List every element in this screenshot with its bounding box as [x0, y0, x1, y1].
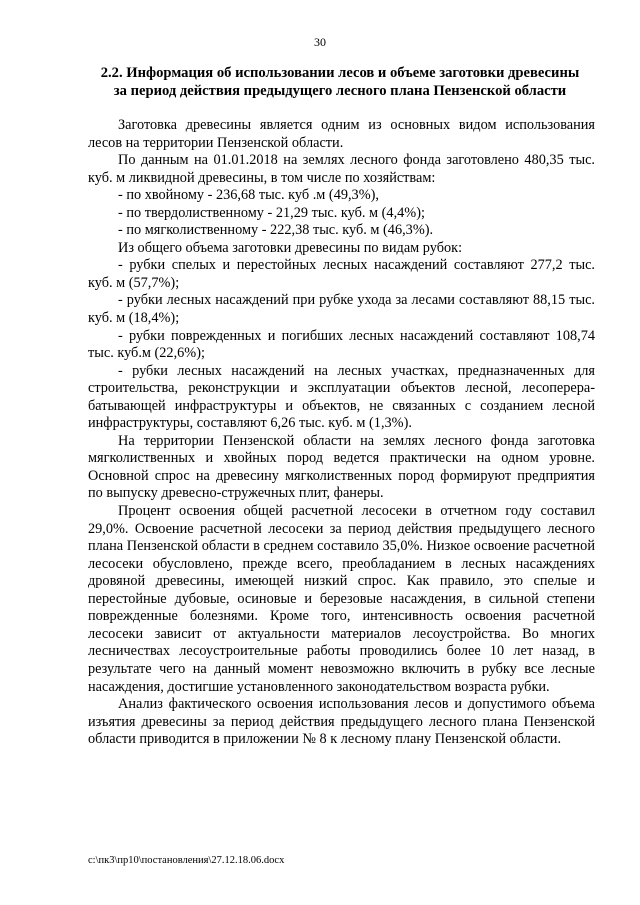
section-heading: [80, 64, 600, 100]
list-item-infrastructure-felling: - рубки лесных насаждений на лесных участках, предназначенных для строительства, реконструкции и эксплуатации объектов лесной, лесоперера-батывающей инфраструктуры и объектов, не связанных с созданием лесной инфраструктуры, составляют 6,26 тыс. куб. м (1,3%).: [88, 362, 595, 432]
paragraph-analysis: Анализ фактического освоения использования лесов и допустимого объема изъятия древесины за период действия предыдущего лесного плана Пензенской области приводится в приложении № 8 к лесному плану Пензенской области.: [88, 696, 595, 748]
paragraph-by-felling-type: Из общего объема заготовки древесины по видам рубок:: [118, 239, 463, 256]
body-text: [88, 117, 595, 749]
page-number: 30: [314, 35, 326, 49]
list-item-damaged-felling: - рубки поврежденных и погибших лесных насаждений составляют 108,74 тыс. куб.м (22,6%);: [88, 327, 595, 362]
heading-line-2: за период действия предыдущего лесного плана Пензенской области: [113, 83, 567, 99]
list-item-softwood: - по мягколиственному - 222,38 тыс. куб. м (46,3%).: [118, 222, 434, 239]
paragraph-species-demand: На территории Пензенской области на землях лесного фонда заготовка мягколиственных и хвойных пород ведется практически на одном уровне. Основной спрос на древесину мягколиственных пород формируют предприятия по выпуску древесно-стружечных плит, фанеры.: [88, 432, 595, 502]
list-item-hardwood: - по твердолиственному - 21,29 тыс. куб. м (4,4%);: [118, 204, 425, 221]
paragraph-cutting-area: Процент освоения общей расчетной лесосеки в отчетном году составил 29,0%. Освоение расчетной лесосеки за период действия предыдущего лесного плана Пензенской области в среднем составило 35,0%. Низкое освоение расчетной лесосеки обусловлено, прежде всего, преобладанием в лесных насаждениях дровяной древесины, имеющей низкий спрос. Как правило, это спелые и перестойные дубовые, осиновые и березовые насаждения, в сильной степени поврежденные болезнями. Кроме того, интенсивность освоения расчетной лесосеки зависит от актуальности материалов лесоустройства. Во многих лесничествах лесоустроительные работы проводились более 10 лет назад, в результате чего на данный момент невозможно включить в рубку все лесные насаждения, достигшие установленного законодательством возраста рубки.: [88, 503, 595, 695]
paragraph-total-harvest: По данным на 01.01.2018 на землях лесного фонда заготовлено 480,35 тыс. куб. м ликвидной древесины, в том числе по хозяйствам:: [88, 152, 595, 186]
heading-line-1: 2.2. Информация об использовании лесов и объеме заготовки древесины: [100, 65, 580, 81]
list-item-mature-felling: - рубки спелых и перестойных лесных насаждений составляют 277,2 тыс. куб. м (57,7%);: [88, 257, 595, 291]
list-item-thinning: - рубки лесных насаждений при рубке ухода за лесами составляют 88,15 тыс. куб. м (18,4%);: [88, 292, 595, 327]
paragraph-intro: Заготовка древесины является одним из основных видом использования лесов на территории Пензенской области.: [88, 117, 595, 151]
footer-file-path: c:\пк3\пр10\постановления\27.12.18.06.docx: [88, 855, 285, 866]
list-item-coniferous: - по хвойному - 236,68 тыс. куб .м (49,3%),: [118, 187, 379, 204]
